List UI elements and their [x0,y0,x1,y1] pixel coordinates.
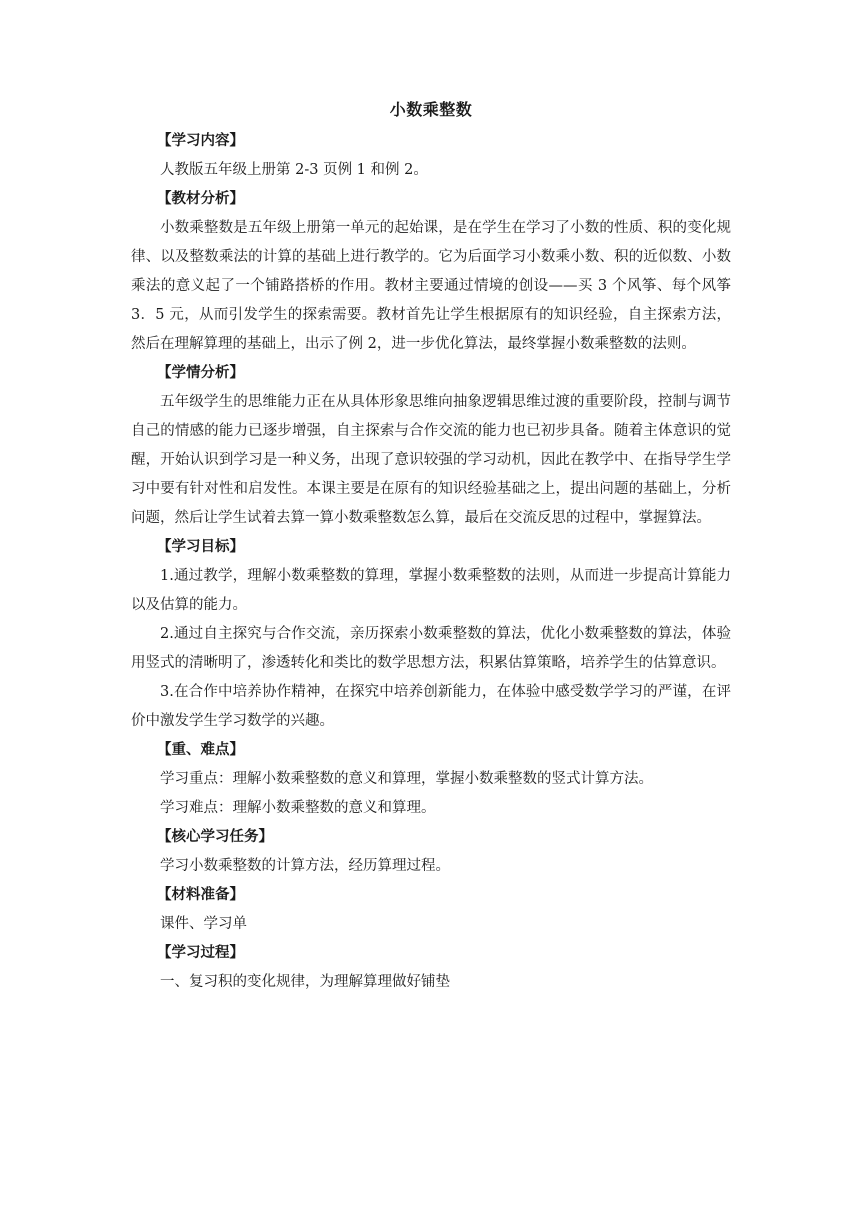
section-heading-process: 【学习过程】 [157,945,244,961]
core-task-text: 学习小数乘整数的计算方法，经历算理过程。 [160,858,450,874]
content-text: 人教版五年级上册第 2-3 页例 1 和例 2。 [160,162,428,178]
objective-item-1: 1.通过教学，理解小数乘整数的算理，掌握小数乘整数的法则，从而进一步提高计算能力以及估算的能力。 [131,568,731,613]
key-point-focus: 学习重点：理解小数乘整数的意义和算理，掌握小数乘整数的竖式计算方法。 [160,771,653,787]
section-heading-textbook-analysis: 【教材分析】 [157,191,244,207]
materials-text: 课件、学习单 [160,916,247,932]
section-heading-objectives: 【学习目标】 [157,539,244,555]
textbook-analysis-paragraph: 小数乘整数是五年级上册第一单元的起始课，是在学生在学习了小数的性质、积的变化规律、以及整数乘法的计算的基础上进行教学的。它为后面学习小数乘小数、积的近似数、小数乘法的意义起了一个铺路搭桥的作用。教材主要通过情境的创设——买 3 个风筝、每个风筝 3．5 元，从而引发学生的探索需要。教材首先让学生根据原有的知识经验，自主探索方法，然后在理解算理的基础上，出示了例 2，进一步优化算法，最终掌握小数乘整数的法则。 [131,220,731,352]
key-point-difficulty: 学习难点：理解小数乘整数的意义和算理。 [160,800,436,816]
section-heading-materials: 【材料准备】 [157,887,244,903]
section-heading-key-points: 【重、难点】 [157,742,244,758]
student-analysis-paragraph: 五年级学生的思维能力正在从具体形象思维向抽象逻辑思维过渡的重要阶段，控制与调节自己的情感的能力已逐步增强，自主探索与合作交流的能力也已初步具备。随着主体意识的觉醒，开始认识到学习是一种义务，出现了意识较强的学习动机，因此在教学中、在指导学生学习中要有针对性和启发性。本课主要是在原有的知识经验基础之上，提出问题的基础上，分析问题，然后让学生试着去算一算小数乘整数怎么算，最后在交流反思的过程中，掌握算法。 [131,394,731,526]
document-page [131,96,731,997]
section-heading-core-task: 【核心学习任务】 [157,829,273,845]
objective-item-3: 3.在合作中培养协作精神，在探究中培养创新能力，在体验中感受数学学习的严谨，在评价中激发学生学习数学的兴趣。 [131,684,731,729]
document-title: 小数乘整数 [389,100,473,119]
process-step-1: 一、复习积的变化规律，为理解算理做好铺垫 [160,974,450,990]
section-heading-content: 【学习内容】 [157,133,244,149]
objective-item-2: 2.通过自主探究与合作交流，亲历探索小数乘整数的算法，优化小数乘整数的算法，体验用竖式的清晰明了，渗透转化和类比的数学思想方法，积累估算策略，培养学生的估算意识。 [131,626,731,671]
section-heading-student-analysis: 【学情分析】 [157,365,244,381]
